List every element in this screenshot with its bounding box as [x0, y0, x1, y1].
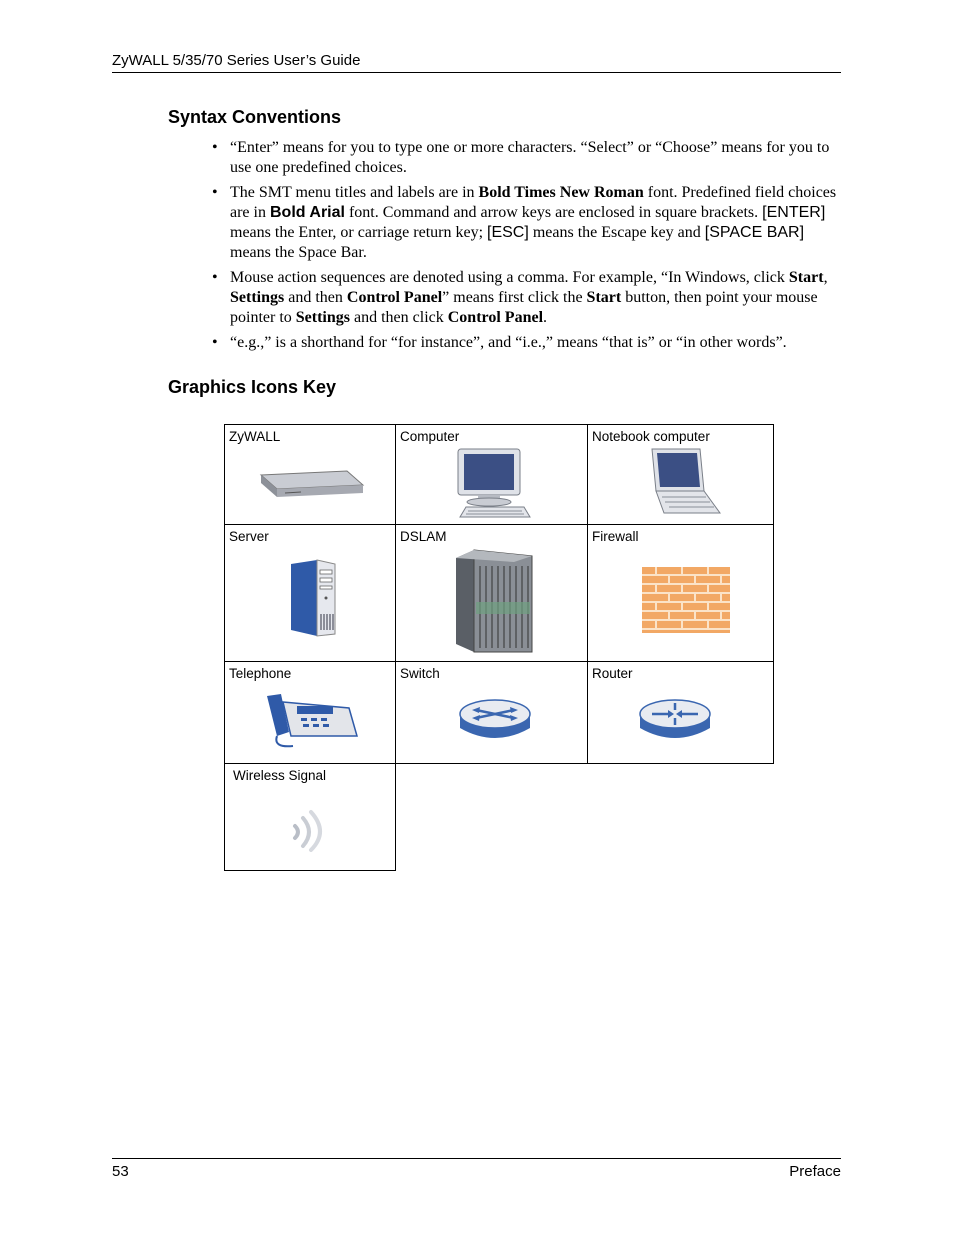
- firewall-icon: [642, 567, 730, 633]
- label-firewall: Firewall: [592, 529, 639, 544]
- label-dslam: DSLAM: [400, 529, 447, 544]
- telephone-icon: [263, 692, 359, 750]
- dslam-icon: [452, 548, 536, 654]
- notebook-computer-icon: [642, 447, 722, 519]
- page-footer: [112, 1158, 841, 1183]
- label-notebook: Notebook computer: [592, 429, 710, 444]
- empty-cell: [396, 764, 774, 871]
- cell-computer: [396, 425, 588, 525]
- zywall-icon: [257, 465, 367, 505]
- router-icon: [638, 698, 712, 744]
- cell-zywall: [225, 425, 396, 525]
- wireless-signal-icon: [285, 806, 335, 852]
- switch-icon: [458, 698, 532, 744]
- page-header: [112, 51, 841, 73]
- cell-wireless: [225, 764, 396, 871]
- bullet-eg-ie: • “e.g.,” is a shorthand for “for instance”, and “i.e.,” means “that is” or “in other words”.: [212, 334, 787, 351]
- label-server: Server: [229, 529, 269, 544]
- label-computer: Computer: [400, 429, 460, 444]
- cell-firewall: [588, 525, 774, 662]
- page-number: 53: [112, 1163, 129, 1180]
- label-router: Router: [592, 666, 633, 681]
- computer-icon: [452, 447, 532, 519]
- label-switch: Switch: [400, 666, 440, 681]
- label-wireless: Wireless Signal: [233, 768, 327, 783]
- label-telephone: Telephone: [229, 666, 292, 681]
- graphics-icons-table: [224, 424, 774, 871]
- bullet-mouse-actions: • Mouse action sequences are denoted using a comma. For example, “In Windows, click Start, Settings and then Control Panel” means first click the Start button, then point your mouse pointer to Settings and then click Control Panel.: [212, 269, 828, 326]
- cell-switch: [396, 662, 588, 764]
- cell-router: [588, 662, 774, 764]
- cell-dslam: [396, 525, 588, 662]
- cell-server: [225, 525, 396, 662]
- guide-title: ZyWALL 5/35/70 Series User’s Guide: [112, 52, 361, 69]
- label-zywall: ZyWALL: [229, 429, 281, 444]
- section-name: Preface: [789, 1163, 841, 1180]
- cell-telephone: [225, 662, 396, 764]
- cell-notebook: [588, 425, 774, 525]
- bullet-smt-fonts: • The SMT menu titles and labels are in Bold Times New Roman font. Predefined field choices are in Bold Arial font. Command and arrow keys are enclosed in square brackets. [ENTER] means the Enter, or carriage return key; [ESC] means the Escape key and [SPACE BAR] means the Space Bar.: [212, 184, 837, 261]
- syntax-conventions-heading: Syntax Conventions: [168, 107, 342, 127]
- bullet-enter-select: • “Enter” means for you to type one or more characters. “Select” or “Choose” means for you to use one predefined choices.: [212, 139, 830, 176]
- syntax-bullet-list: [212, 138, 842, 358]
- graphics-icons-key-heading: Graphics Icons Key: [168, 377, 337, 397]
- server-icon: [287, 558, 347, 638]
